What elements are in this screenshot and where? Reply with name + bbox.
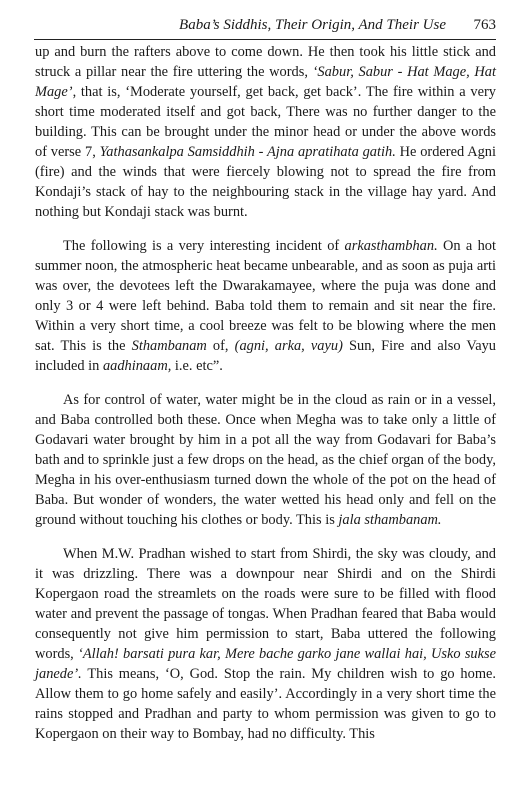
text-run: When M.W. Pradhan wished to start from Shirdi, the sky was cloudy, and it was drizzling. There was a downpour near Shirdi and on the Shirdi Kopergaon road the streamlets on the roads were sure to be filled with flood water and prevent the passage of tongas. When Pradhan feared that Baba would consequently not give him permission to start, Baba uttered the following words,	[35, 546, 496, 662]
text-run: up and burn the rafters above to come down. He then took his little stick and struck a pillar near the fire uttering the words,	[35, 44, 496, 80]
paragraph	[35, 42, 496, 222]
text-run: i.e. etc”.	[171, 358, 223, 374]
italic-phrase: (agni, arka, vayu)	[234, 338, 343, 354]
italic-phrase: arkasthambhan.	[344, 238, 438, 254]
running-title: Baba’s Siddhis, Their Origin, And Their Use	[179, 17, 446, 33]
page-body	[35, 42, 496, 744]
text-run: The following is a very interesting incident of	[63, 238, 345, 254]
text-run: This means, ‘O, God. Stop the rain. My children wish to go home. Allow them to go home safely and easily’. Accordingly in a very short time the rains stopped and Pradhan and party to whom permission was given to go to Kopergaon on their way to Bombay, had no difficulty. This	[35, 666, 496, 742]
page-number: 763	[473, 17, 496, 33]
italic-phrase: aadhinaam,	[102, 358, 172, 374]
text-run: , that is, ‘Moderate yourself, get back, get back’. The fire within a very short time moderated itself and got back, There was no further danger to the building. This can be brought under the minor head or under the above words of verse 7,	[35, 84, 496, 160]
text-run: On a hot summer noon, the atmospheric heat became unbearable, and as soon as puja arti was over, the devotees left the Dwarakamayee, where the puja was done and only 3 or 4 were left behind. Baba told them to remain and sit near the fire. Within a very short time, a cool breeze was felt to be blowing where the men sat. This is the	[35, 238, 496, 354]
text-run: As for control of water, water might be in the cloud as rain or in a vessel, and Baba controlled both these. Once when Megha was to take only a little of Godavari water brought by him in a pot all the way from Godavari for Baba’s bath and to sprinkle just a few drops on the head, as the chief organ of the body, Megha in his over-enthusiasm turned down the whole of the pot on the head of Baba. But wonder of wonders, the water wetted his head only and fell on the ground without touching his clothes or body. This is	[35, 392, 496, 528]
page-header	[34, 14, 496, 40]
italic-phrase: ‘Allah! barsati pura kar, Mere bache garko jane wallai hai, Usko sukse janede’.	[35, 646, 496, 682]
text-run: Sun, Fire and also Vayu included in	[35, 338, 496, 374]
italic-phrase: ‘Sabur, Sabur - Hat Mage, Hat Mage’	[35, 64, 496, 100]
italic-phrase: jala sthambanam.	[338, 512, 442, 528]
italic-phrase: Sthambanam	[131, 338, 207, 354]
paragraph	[35, 544, 496, 744]
text-run: of,	[206, 338, 235, 354]
italic-phrase: Yathasankalpa Samsiddhih - Ajna apratihata gatih.	[99, 144, 396, 160]
paragraph	[35, 390, 496, 530]
paragraph	[35, 236, 496, 376]
text-run: He ordered Agni (fire) and the winds that were fiercely blowing not to spread the fire from Kondaji’s stack of hay to the neighbouring stack in the village hay yard. And nothing but Kondaji stack was burnt.	[35, 144, 496, 220]
